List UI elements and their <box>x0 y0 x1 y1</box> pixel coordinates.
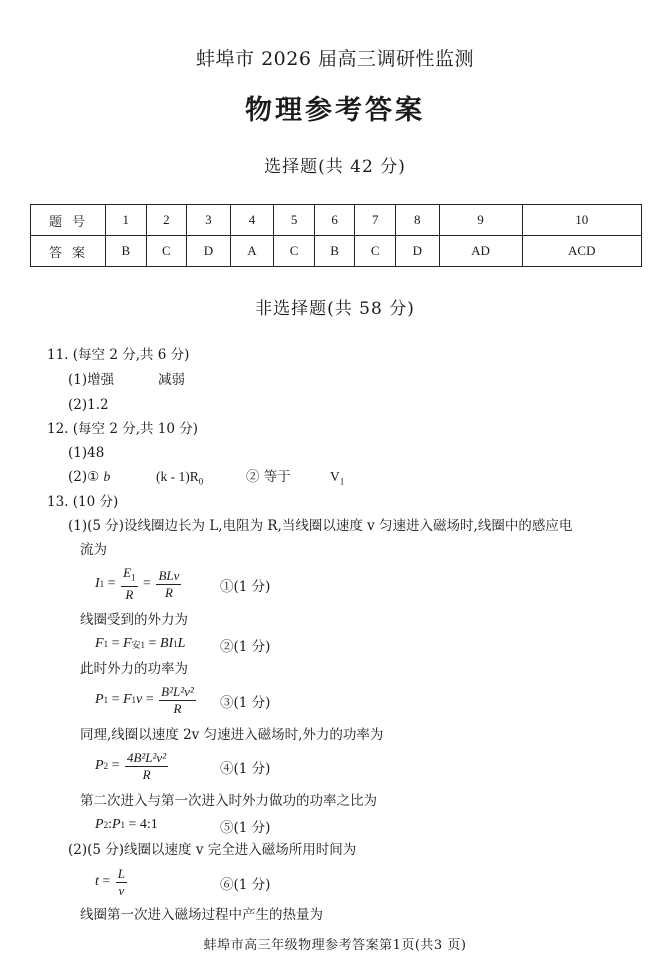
table-cell: AD <box>439 236 522 267</box>
answer-table <box>30 204 642 267</box>
q11-part1-answer-b: 减弱 <box>158 372 185 388</box>
equation-3-body: P 1 = F 1 v = $\frac{\text{B²L²v²}}{R}$ <box>95 683 194 716</box>
equation-1-body: I 1 = $\frac{E_1}{R}$ = $\frac{\text{BLv}}{R}$ <box>95 565 180 602</box>
eq1-lhs: I <box>95 576 100 591</box>
table-row-answers <box>31 236 642 267</box>
score-tag-1: ①(1 分) <box>220 579 271 595</box>
eq1-lhs-sub: 1 <box>99 579 105 589</box>
table-header-cell: 题号 <box>31 205 106 236</box>
eq2-rhs-2: L <box>177 636 186 651</box>
eq5-b-sub: 1 <box>120 820 126 830</box>
eq2-lhs: F <box>95 636 104 651</box>
eq4-frac <box>125 750 168 783</box>
eq2-rhs-sub: 1 <box>173 639 178 649</box>
q12-answer-r-text: (k - 1)R <box>156 469 199 484</box>
eq3-mid-sub: 1 <box>131 695 137 705</box>
eq6-den: v <box>118 882 125 898</box>
equation-6 <box>95 862 295 902</box>
page-title: 物理参考答案 <box>245 95 425 126</box>
q12-answer-v-sub: 1 <box>339 476 345 487</box>
table-cell: ACD <box>522 236 641 267</box>
q12-answer-b: b <box>103 469 111 484</box>
exam-super-title: 蚌埠市 2026 届高三调研性监测 <box>196 48 474 70</box>
equation-5 <box>95 805 295 845</box>
equation-6-body: t = $\frac{L}{v}$ <box>95 865 126 898</box>
q13-part1-text: (1)(5 分)设线圈边长为 L,电阻为 R,当线圈以速度 v 匀速进入磁场时,线圈中的感应电 <box>68 518 573 534</box>
eq3-num: B²L²v² <box>161 683 194 699</box>
q12-part1: (1)48 <box>68 445 105 461</box>
section-title-choice: 选择题(共 42 分) <box>264 157 406 177</box>
eq1-f1-num-sub: 1 <box>131 572 136 583</box>
q13-text-ratio: 第二次进入与第一次进入时外力做功的功率之比为 <box>80 793 377 809</box>
table-cell: 1 <box>106 205 147 236</box>
q13-text-heat: 线圈第一次进入磁场过程中产生的热量为 <box>80 907 323 923</box>
q12-heading: 12. (每空 2 分,共 10 分) <box>47 421 199 437</box>
q13-text-force: 线圈受到的外力为 <box>80 612 188 628</box>
q12-part2 <box>68 468 398 486</box>
table-cell: D <box>187 236 231 267</box>
table-cell: C <box>274 236 315 267</box>
q11-part1-answer-a: (1)增强 <box>68 372 115 388</box>
table-cell: B <box>106 236 147 267</box>
eq3-mid: F <box>122 692 132 707</box>
eq4-lhs-sub: 2 <box>103 761 109 771</box>
eq2-mid-sub: 安1 <box>131 639 146 650</box>
table-cell: 2 <box>146 205 187 236</box>
eq1-frac-1 <box>121 565 137 603</box>
eq3-den: R <box>173 700 182 716</box>
score-tag-4: ④(1 分) <box>220 761 271 777</box>
score-tag-3: ③(1 分) <box>220 695 271 711</box>
q13-text-power: 此时外力的功率为 <box>80 661 188 677</box>
q11-part2: (2)1.2 <box>68 397 109 413</box>
q11-heading: 11. (每空 2 分,共 6 分) <box>47 347 190 363</box>
table-cell: 9 <box>439 205 522 236</box>
table-cell: 3 <box>187 205 231 236</box>
q12-part2-label: (2)① <box>68 469 104 485</box>
table-cell: 7 <box>355 205 396 236</box>
table-cell: 4 <box>230 205 274 236</box>
table-cell: C <box>355 236 396 267</box>
eq6-frac <box>116 866 127 899</box>
equation-4-body: P 2 = $\frac{\text{4B²L²v²}}{R}$ <box>95 749 167 782</box>
eq6-num: L <box>117 865 126 881</box>
eq2-mid: F <box>122 636 132 651</box>
score-tag-5: ⑤(1 分) <box>220 820 271 836</box>
table-header-cell: 答案 <box>31 236 106 267</box>
q12-answer-r-sub: 0 <box>198 476 204 487</box>
table-row-numbers <box>31 205 642 236</box>
section-title-nonchoice: 非选择题(共 58 分) <box>255 299 415 319</box>
equation-3 <box>95 680 295 720</box>
table-cell: 8 <box>395 205 439 236</box>
eq5-rhs: 4:1 <box>139 817 158 832</box>
eq4-lhs: P <box>95 758 104 773</box>
eq3-lhs-sub: 1 <box>103 695 109 705</box>
table-cell: B <box>314 236 355 267</box>
eq4-den: R <box>142 766 151 782</box>
equation-5-body: P 2 : P 1 = 4:1 <box>95 817 158 832</box>
table-cell: 10 <box>522 205 641 236</box>
table-cell: C <box>146 236 187 267</box>
q12-answer-r <box>156 468 203 491</box>
equation-4 <box>95 746 295 786</box>
q13-part1-text-cont: 流为 <box>80 542 107 558</box>
eq5-a: P <box>95 817 104 832</box>
table-cell: D <box>395 236 439 267</box>
eq1-f2-num: BLv <box>158 567 180 583</box>
eq1-f1-num: E <box>123 565 132 581</box>
table-cell: 5 <box>274 205 315 236</box>
eq4-num: 4B²L²v² <box>126 749 167 765</box>
eq1-frac-2 <box>156 568 181 601</box>
score-tag-6: ⑥(1 分) <box>220 877 271 893</box>
eq2-lhs-sub: 1 <box>103 639 109 649</box>
equation-1 <box>95 564 295 604</box>
q11-part1 <box>68 371 368 389</box>
score-tag-2: ②(1 分) <box>220 639 271 655</box>
table-cell: 6 <box>314 205 355 236</box>
q13-heading: 13. (10 分) <box>47 494 119 510</box>
q12-answer-equal: ② 等于 <box>246 469 291 485</box>
table-cell: A <box>230 236 274 267</box>
eq5-a-sub: 2 <box>103 820 109 830</box>
equation-2 <box>95 624 295 664</box>
eq5-b: P <box>111 817 121 832</box>
q12-answer-v <box>330 468 344 491</box>
eq2-rhs: BI <box>159 636 174 651</box>
equation-2-body: F 1 = F 安1 = BI 1 L <box>95 636 186 651</box>
eq3-mid-2: v <box>136 692 143 707</box>
q13-text-same: 同理,线圈以速度 2v 匀速进入磁场时,外力的功率为 <box>80 727 384 743</box>
eq3-frac <box>159 684 196 717</box>
eq5-colon: : <box>108 817 112 832</box>
eq6-lhs: t <box>95 874 99 889</box>
q13-part2-text: (2)(5 分)线圈以速度 v 完全进入磁场所用时间为 <box>68 842 357 858</box>
page-footer: 蚌埠市高三年级物理参考答案第1页(共3 页) <box>203 938 467 953</box>
q12-answer-v-text: V <box>330 469 340 484</box>
eq3-lhs: P <box>95 692 104 707</box>
eq1-f2-den: R <box>164 584 173 600</box>
eq1-f1-den: R <box>125 586 134 602</box>
